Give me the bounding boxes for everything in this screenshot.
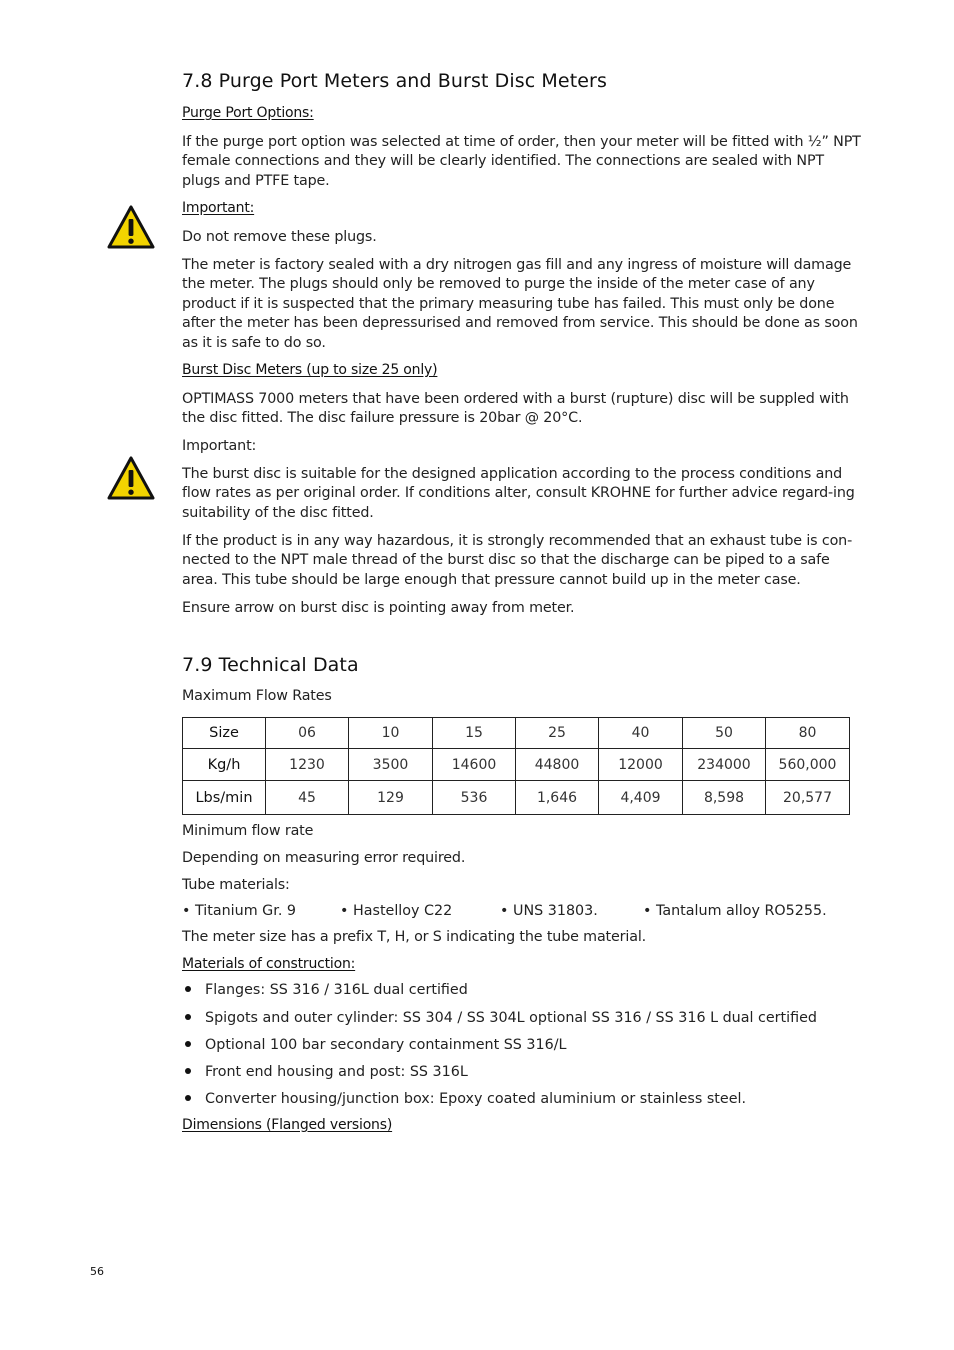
table-cell: 234000: [683, 749, 766, 781]
max-flow-table: [182, 717, 850, 815]
row-header-kgh: Kg/h: [183, 749, 266, 781]
hazardous-product-text: If the product is in any way hazardous, it is strongly recommended that an exhaust tube is con-nected to the NPT male thread of the burst disc so that the discharge can be piped to a safe area. This tube should be large enough that pressure cannot build up in the meter case.: [182, 533, 853, 588]
table-cell: 8,598: [683, 781, 766, 815]
table-cell: 536: [433, 781, 516, 815]
table-row: [183, 749, 850, 781]
tube-materials-list: [0, 903, 954, 923]
table-cell: 15: [433, 718, 516, 749]
arrow-direction-text: Ensure arrow on burst disc is pointing away from meter.: [182, 600, 575, 616]
table-cell: 44800: [516, 749, 599, 781]
table-cell: 80: [766, 718, 850, 749]
table-row: [183, 718, 850, 749]
bullet-icon: [185, 1041, 191, 1047]
table-cell: 14600: [433, 749, 516, 781]
important-heading: Important:: [182, 200, 255, 216]
warning-triangle-icon: [106, 204, 156, 250]
table-cell: 3500: [349, 749, 433, 781]
burst-disc-suitable-text: The burst disc is suitable for the designed application according to the process conditions and flow rates as per original order. If conditions alter, consult KROHNE for further advice regard-ing suitability of the disc fitted.: [182, 466, 855, 521]
table-cell: 40: [599, 718, 683, 749]
row-header-size: Size: [183, 718, 266, 749]
purge-port-heading: Purge Port Options:: [182, 105, 314, 121]
row-header-lbsmin: Lbs/min: [183, 781, 266, 815]
bullet-icon: [185, 1068, 191, 1074]
list-item: Optional 100 bar secondary containment SS 316/L: [182, 1037, 567, 1053]
max-flow-label: Maximum Flow Rates: [182, 688, 332, 704]
min-flow-label: Minimum flow rate: [182, 823, 314, 839]
section-title-7-9: 7.9 Technical Data: [182, 654, 359, 676]
table-cell: 560,000: [766, 749, 850, 781]
table-row: [183, 781, 850, 815]
bullet-icon: [185, 986, 191, 992]
table-cell: 25: [516, 718, 599, 749]
list-item: Converter housing/junction box: Epoxy coated aluminium or stainless steel.: [182, 1091, 746, 1107]
table-cell: 50: [683, 718, 766, 749]
factory-sealed-text: The meter is factory sealed with a dry nitrogen gas fill and any ingress of moisture will damage the meter. The plugs should only be removed to purge the inside of the meter case of any product if it is suspected that the primary measuring tube has failed. This must only be done after the meter has been depressurised and removed from service. This should be done as soon as it is safe to do so.: [182, 257, 858, 351]
purge-port-text: If the purge port option was selected at time of order, then your meter will be fitted with ½” NPT female connections and they will be clearly identified. The connections are sealed with NPT plugs and PTFE tape.: [182, 134, 861, 189]
do-not-remove-text: Do not remove these plugs.: [182, 229, 377, 245]
bullet-icon: [185, 1095, 191, 1101]
page-number: 56: [90, 1265, 104, 1278]
list-item: Front end housing and post: SS 316L: [182, 1064, 468, 1080]
tube-material-item: • Hastelloy C22: [340, 903, 453, 919]
materials-heading: Materials of construction:: [182, 956, 356, 972]
burst-disc-heading: Burst Disc Meters (up to size 25 only): [182, 362, 438, 378]
tube-material-item: • Tantalum alloy RO5255.: [643, 903, 827, 919]
table-cell: 1230: [266, 749, 349, 781]
tube-material-item: • Titanium Gr. 9: [182, 903, 297, 919]
section-title-7-8: 7.8 Purge Port Meters and Burst Disc Meters: [182, 70, 607, 92]
table-cell: 06: [266, 718, 349, 749]
table-cell: 10: [349, 718, 433, 749]
list-item: Flanges: SS 316 / 316L dual certified: [182, 982, 468, 998]
tube-materials-label: Tube materials:: [182, 877, 290, 893]
tube-prefix-text: The meter size has a prefix T, H, or S indicating the tube material.: [182, 929, 647, 945]
table-cell: 129: [349, 781, 433, 815]
table-cell: 20,577: [766, 781, 850, 815]
table-cell: 4,409: [599, 781, 683, 815]
table-cell: 45: [266, 781, 349, 815]
list-item: Spigots and outer cylinder: SS 304 / SS 304L optional SS 316 / SS 316 L dual certified: [182, 1010, 817, 1026]
min-flow-text: Depending on measuring error required.: [182, 850, 466, 866]
table-cell: 12000: [599, 749, 683, 781]
dimensions-heading: Dimensions (Flanged versions): [182, 1117, 393, 1133]
burst-disc-text: OPTIMASS 7000 meters that have been ordered with a burst (rupture) disc will be suppled with the disc fitted. The disc failure pressure is 20bar @ 20°C.: [182, 391, 849, 427]
important-label: Important:: [182, 438, 257, 454]
tube-material-item: • UNS 31803.: [500, 903, 598, 919]
bullet-icon: [185, 1014, 191, 1020]
table-cell: 1,646: [516, 781, 599, 815]
warning-triangle-icon: [106, 455, 156, 501]
